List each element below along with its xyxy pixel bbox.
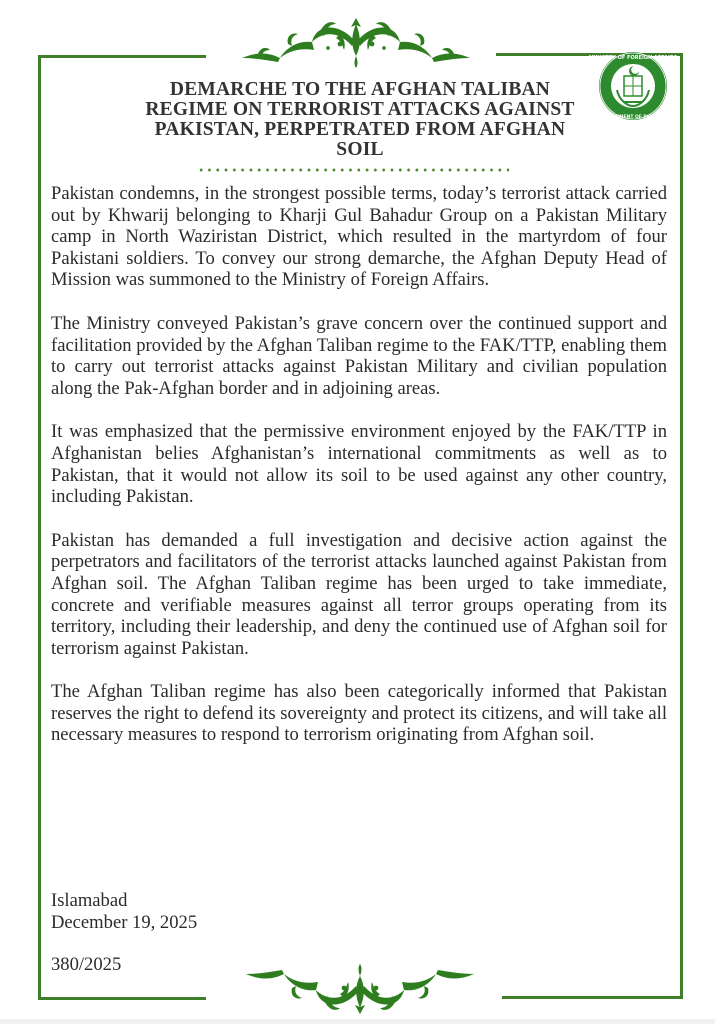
frame-top-left: [38, 55, 206, 58]
title-line: SOIL: [336, 139, 384, 160]
floral-ornament-top-icon: [228, 14, 484, 70]
frame-left: [38, 55, 41, 1000]
dotted-divider: [197, 168, 509, 172]
ministry-seal-icon: [588, 50, 678, 122]
floral-ornament-bottom-icon: [232, 960, 488, 1018]
date: December 19, 2025: [51, 911, 198, 933]
title-line: PAKISTAN, PERPETRATED FROM AFGHAN: [154, 119, 566, 140]
paragraph: The Afghan Taliban regime has also been categorically informed that Pakistan reserves the right to defend its sovereignty and protect its citizens, and will take all necessary measures to respond to terrorism originating from Afghan soil.: [51, 681, 667, 746]
title-line: DEMARCHE TO THE AFGHAN TALIBAN: [169, 79, 551, 100]
paragraph: The Ministry conveyed Pakistan’s grave concern over the continued support and facilitation provided by the Afghan Taliban regime to the FAK/TTP, enabling them to carry out terrorist attacks against Pakistan Military and civilian population along the Pak-Afghan border and in adjoining areas.: [51, 312, 667, 399]
paragraph: Pakistan condemns, in the strongest possible terms, today’s terrorist attack carried out by Khwarij belonging to Kharji Gul Bahadur Group on a Pakistan Military camp in North Waziristan District, which resulted in the martyrdom of four Pakistani soldiers. To convey our strong demarche, the Afghan Deputy Head of Mission was summoned to the Ministry of Foreign Affairs.: [51, 183, 667, 291]
press-release-body: [51, 183, 667, 768]
frame-bottom-right: [502, 996, 683, 999]
frame-right: [680, 53, 683, 999]
paragraph: Pakistan has demanded a full investigation and decisive action against the perpetrators and facilitators of the terrorist attacks launched against Pakistan from Afghan soil. The Afghan Taliban regime has been urged to take immediate, concrete and verifiable measures against all terror groups operating from its territory, including their leadership, and deny the continued use of Afghan soil for terrorism against Pakistan.: [51, 529, 667, 659]
page-bottom-edge: [0, 1019, 715, 1024]
title-line: REGIME ON TERRORIST ATTACKS AGAINST: [145, 99, 575, 120]
seal-text-bottom: GOVERNMENT OF PAKISTAN: [597, 115, 669, 120]
reference-number: 380/2025: [51, 954, 122, 975]
dateline: [51, 890, 197, 933]
frame-bottom-left: [38, 997, 206, 1000]
document-title: [120, 80, 600, 160]
paragraph: It was emphasized that the permissive environment enjoyed by the FAK/TTP in Afghanistan belies Afghanistan’s international commitments as well as to Pakistan, that it would not allow its soil to be used against any other country, including Pakistan.: [51, 421, 667, 508]
seal-text-top: MINISTRY OF FOREIGN AFFAIRS: [588, 55, 678, 61]
place: Islamabad: [51, 890, 128, 911]
